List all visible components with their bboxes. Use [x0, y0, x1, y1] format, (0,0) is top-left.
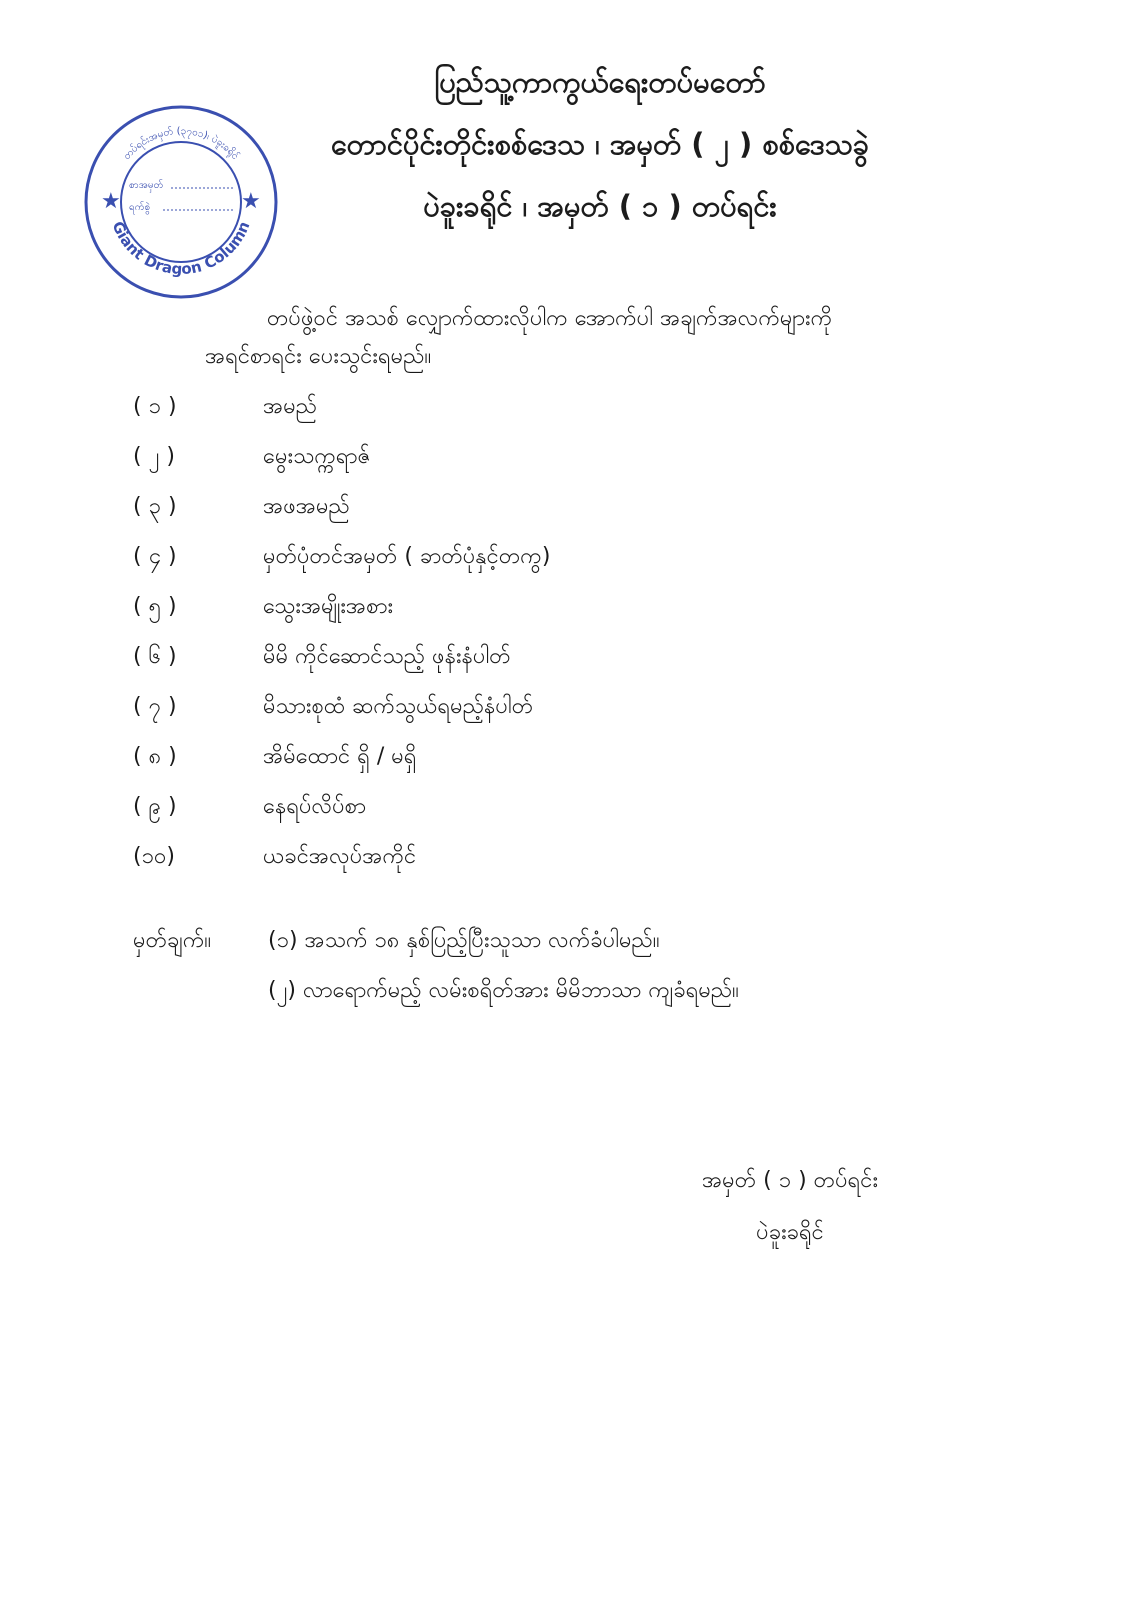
requirements-list: [133, 392, 833, 892]
item-number: ( ၆ ): [133, 644, 177, 669]
document-header: [300, 62, 900, 248]
note-item: (၂) လာရောက်မည့် လမ်းစရိတ်အား မိမိဘာသာ ကျခံရမည်။: [268, 978, 739, 1003]
signature-block: [660, 1166, 920, 1248]
list-item: [133, 392, 833, 442]
item-number: (၁၀): [133, 844, 175, 869]
item-number: ( ၇ ): [133, 694, 177, 719]
list-item: [133, 742, 833, 792]
official-seal: [83, 104, 279, 300]
list-item: [133, 642, 833, 692]
item-label: အမည်: [263, 394, 318, 419]
header-line-1: ပြည်သူ့ကာကွယ်ရေးတပ်မတော်: [434, 65, 766, 99]
item-label: ယခင်အလုပ်အကိုင်: [263, 844, 417, 869]
list-item: [133, 492, 833, 542]
intro-paragraph: [205, 300, 975, 376]
item-label: မိသားစုထံ ဆက်သွယ်ရမည့်နံပါတ်: [263, 694, 534, 719]
list-item: [133, 842, 833, 892]
header-line-2: တောင်ပိုင်းတိုင်းစစ်ဒေသ ၊ အမှတ် ( ၂ ) စစ်ဒေသခွဲ: [330, 127, 870, 161]
star-left-icon: ★: [101, 189, 121, 214]
seal-line1-label: စာအမှတ်: [129, 180, 164, 191]
seal-top-text: တပ်ရင်းအမှတ် (၃၇၀၁)၊ ပဲခူးခရိုင်: [121, 125, 241, 162]
note-item: (၁) အသက် ၁၈ နှစ်ပြည့်ပြီးသူသာ လက်ခံပါမည်။: [268, 928, 660, 953]
item-number: ( ၂ ): [133, 444, 175, 469]
item-number: ( ၉ ): [133, 794, 177, 819]
list-item: [133, 442, 833, 492]
seal-line2-label: ရက်စွဲ: [129, 202, 151, 213]
star-right-icon: ★: [241, 189, 261, 214]
signature-unit: အမှတ် ( ၁ ) တပ်ရင်း: [701, 1168, 879, 1193]
item-label: နေရပ်လိပ်စာ: [263, 794, 367, 819]
item-number: ( ၈ ): [133, 744, 177, 769]
item-label: သွေးအမျိုးအစား: [263, 594, 394, 619]
intro-line-1: တပ်ဖွဲ့ဝင် အသစ် လျှောက်ထားလိုပါက အောက်ပါ အချက်အလက်များကို: [267, 306, 833, 331]
list-item: [133, 542, 833, 592]
item-label: မိမိ ကိုင်ဆောင်သည့် ဖုန်းနံပါတ်: [263, 644, 511, 669]
header-line-3: ပဲခူးခရိုင် ၊ အမှတ် ( ၁ ) တပ်ရင်း: [423, 189, 777, 223]
item-number: ( ၃ ): [133, 494, 177, 519]
intro-line-2: အရင်စာရင်း ပေးသွင်းရမည်။: [205, 344, 432, 369]
list-item: [133, 592, 833, 642]
item-label: မွေးသက္ကရာဇ်: [263, 444, 371, 469]
list-item: [133, 792, 833, 842]
item-number: ( ၁ ): [133, 394, 177, 419]
svg-text:တပ်ရင်းအမှတ် (၃၇၀၁)၊ ပဲခူးခရို: [121, 124, 242, 162]
item-number: ( ၄ ): [133, 544, 177, 569]
signature-district: ပဲခူးခရိုင်: [756, 1220, 824, 1245]
item-label: အိမ်ထောင် ရှိ / မရှိ: [263, 744, 417, 769]
item-number: ( ၅ ): [133, 594, 177, 619]
notes-heading: မှတ်ချက်။: [133, 928, 212, 953]
svg-text:Giant Dragon Column: [109, 219, 254, 278]
item-label: အဖအမည်: [263, 494, 350, 519]
item-label: မှတ်ပုံတင်အမှတ် ( ခာတ်ပုံနှင့်တကွ): [263, 544, 551, 569]
list-item: [133, 692, 833, 742]
seal-bottom-text: Giant Dragon Column: [108, 218, 254, 279]
